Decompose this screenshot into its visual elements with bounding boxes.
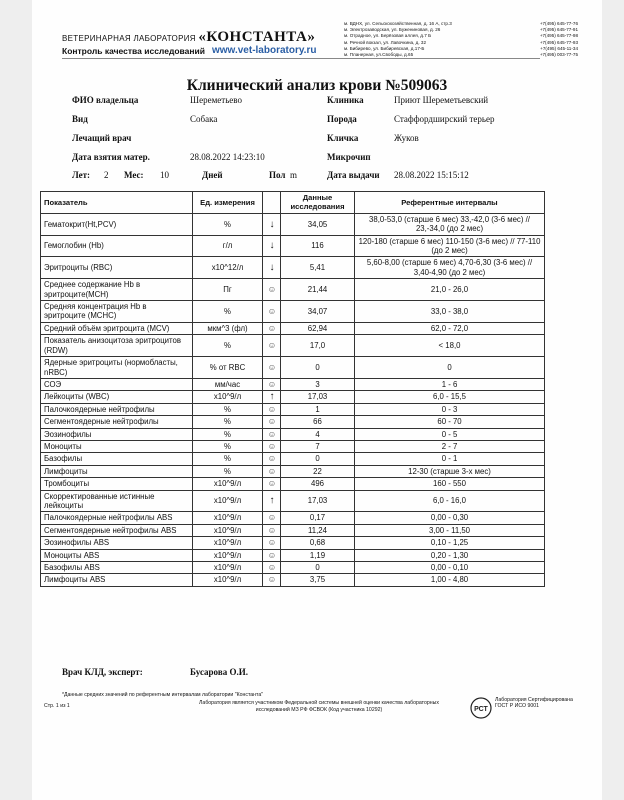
- table-row: [41, 465, 545, 477]
- address-phone: +7(495) 003-77-75: [539, 52, 578, 58]
- table-row: [41, 428, 545, 440]
- lab-name: [62, 29, 315, 46]
- cell-param: Скорректированные истинные лейкоциты: [41, 490, 193, 512]
- lab-subtitle: Контроль качества исследований: [62, 46, 205, 56]
- cell-value: 0: [281, 562, 355, 574]
- cell-unit: г/л: [193, 235, 263, 257]
- arrow-down-icon: ↓: [269, 218, 275, 230]
- issue-date-label: Дата выдачи: [327, 170, 380, 180]
- sample-date-value: 28.08.2022 14:23:10: [190, 152, 265, 162]
- cell-flag: [263, 490, 281, 512]
- table-row: [41, 301, 545, 323]
- cell-ref: 3,00 - 11,50: [355, 524, 545, 536]
- arrow-up-icon: ↑: [269, 391, 275, 403]
- cell-value: 116: [281, 235, 355, 257]
- cell-param: Сегментоядерные нейтрофилы ABS: [41, 524, 193, 536]
- cell-param: Моноциты: [41, 440, 193, 452]
- cell-value: 7: [281, 440, 355, 452]
- cell-flag: [263, 235, 281, 257]
- smiley-icon: ☺: [267, 562, 277, 572]
- cell-ref: < 18,0: [355, 335, 545, 357]
- microchip-label: Микрочип: [327, 152, 371, 162]
- lab-addresses: [344, 21, 578, 58]
- cell-unit: х10^9/л: [193, 512, 263, 524]
- svg-text:РСТ: РСТ: [474, 706, 488, 713]
- table-row: [41, 257, 545, 279]
- clinic-value: Приют Шереметьевский: [394, 95, 489, 105]
- cell-value: 17,0: [281, 335, 355, 357]
- address-text: м. Бибирево, ул. Бибиревская, д.17-Б: [344, 45, 425, 51]
- cell-ref: 60 - 70: [355, 416, 545, 428]
- smiley-icon: ☺: [267, 512, 277, 523]
- cell-value: 34,07: [281, 301, 355, 323]
- cell-ref: 0,10 - 1,25: [355, 537, 545, 549]
- breed-label: Порода: [327, 114, 357, 124]
- smiley-icon: ☺: [267, 378, 277, 389]
- owner-label: ФИО владельца: [72, 95, 139, 105]
- address-phone: +7(495) 645-77-76: [539, 21, 578, 26]
- cell-ref: 0 - 1: [355, 453, 545, 465]
- species-value: Собака: [190, 114, 218, 124]
- smiley-icon: ☺: [267, 305, 277, 316]
- cell-unit: мкм^3 (фл): [193, 322, 263, 334]
- sex-value: m: [290, 170, 298, 180]
- lab-website-link[interactable]: www.vet-laboratory.ru: [212, 45, 317, 56]
- cell-flag: [263, 549, 281, 561]
- cell-flag: [263, 478, 281, 490]
- cell-unit: %: [193, 428, 263, 440]
- sex-label: Пол: [269, 170, 286, 180]
- cell-param: Эозинофилы ABS: [41, 537, 193, 549]
- owner-value: Шереметьево: [190, 95, 242, 105]
- address-phone: +7(495) 645-77-91: [539, 27, 578, 33]
- table-row: [41, 403, 545, 415]
- cell-value: 11,24: [281, 524, 355, 536]
- table-row: [41, 378, 545, 390]
- table-row: [41, 279, 545, 301]
- table-row: [41, 490, 545, 512]
- header-param: Показатель: [41, 192, 193, 214]
- smiley-icon: ☺: [267, 428, 277, 439]
- certification-text: Лаборатория Сертифицирована ГОСТ Р ИСО 9001: [495, 697, 573, 710]
- table-row: [41, 391, 545, 403]
- cell-flag: [263, 512, 281, 524]
- cell-value: 1,19: [281, 549, 355, 561]
- cell-value: 1: [281, 403, 355, 415]
- table-row: [41, 357, 545, 379]
- cell-flag: [263, 279, 281, 301]
- address-text: м. Отрадное, ул. Берёзовая аллея, д.7 Б: [344, 33, 432, 39]
- cell-flag: [263, 537, 281, 549]
- cell-ref: 38,0-53,0 (старше 6 мес) 33,-42,0 (3-6 мес) // 23,-34,0 (до 2 мес): [355, 213, 545, 235]
- cell-param: Гематокрит(Ht,PCV): [41, 213, 193, 235]
- days-label: Дней: [202, 170, 223, 180]
- cell-unit: %: [193, 416, 263, 428]
- cell-param: Моноциты ABS: [41, 549, 193, 561]
- cell-param: Лейкоциты (WBC): [41, 391, 193, 403]
- smiley-icon: ☺: [267, 322, 277, 333]
- cell-flag: [263, 301, 281, 323]
- cell-value: 22: [281, 465, 355, 477]
- cell-value: 496: [281, 478, 355, 490]
- address-text: м. Планерная, ул.Свободы, д.65: [344, 52, 414, 58]
- cell-param: Эритроциты (RBC): [41, 257, 193, 279]
- report-page: [32, 0, 602, 800]
- arrow-down-icon: ↓: [269, 240, 275, 252]
- table-row: [41, 574, 545, 586]
- cell-unit: %: [193, 453, 263, 465]
- years-value: 2: [104, 170, 109, 180]
- reference-note: *Данные средних значений по референтным интервалам лаборатории "Константа": [62, 692, 264, 698]
- cell-unit: х10^9/л: [193, 562, 263, 574]
- cell-flag: [263, 524, 281, 536]
- cell-ref: 0,00 - 0,10: [355, 562, 545, 574]
- cell-value: 3: [281, 378, 355, 390]
- cell-unit: х10^12/л: [193, 257, 263, 279]
- table-row: [41, 453, 545, 465]
- cell-ref: 1 - 6: [355, 378, 545, 390]
- smiley-icon: ☺: [267, 403, 277, 414]
- cell-unit: %: [193, 335, 263, 357]
- months-value: 10: [160, 170, 169, 180]
- smiley-icon: ☺: [267, 339, 277, 350]
- cell-unit: Пг: [193, 279, 263, 301]
- signature-name: Бусарова О.И.: [190, 667, 248, 677]
- cell-flag: [263, 322, 281, 334]
- header-flag: [263, 192, 281, 214]
- page-number: Стр. 1 из 1: [44, 703, 70, 709]
- species-label: Вид: [72, 114, 88, 124]
- cell-value: 0: [281, 453, 355, 465]
- smiley-icon: ☺: [267, 478, 277, 489]
- cell-flag: [263, 357, 281, 379]
- cell-unit: х10^9/л: [193, 574, 263, 586]
- cell-param: Ядерные эритроциты (нормобласты, nRBC): [41, 357, 193, 379]
- smiley-icon: ☺: [267, 283, 277, 294]
- cell-param: Средний объём эритроцита (MCV): [41, 322, 193, 334]
- cell-unit: %: [193, 440, 263, 452]
- smiley-icon: ☺: [267, 524, 277, 535]
- cell-flag: [263, 440, 281, 452]
- report-title: Клинический анализ крови №509063: [186, 77, 448, 94]
- cell-value: 17,03: [281, 490, 355, 512]
- cell-ref: 6,0 - 16,0: [355, 490, 545, 512]
- smiley-icon: ☺: [267, 361, 277, 372]
- header-unit: Ед. измерения: [193, 192, 263, 214]
- cell-flag: [263, 562, 281, 574]
- cell-ref: 0,20 - 1,30: [355, 549, 545, 561]
- nickname-value: Жуков: [394, 133, 419, 143]
- table-header-row: [41, 192, 545, 214]
- cell-ref: 12-30 (старше 3-х мес): [355, 465, 545, 477]
- smiley-icon: ☺: [267, 416, 277, 427]
- signature-label: Врач КЛД, эксперт:: [62, 667, 143, 677]
- table-row: [41, 235, 545, 257]
- months-label: Мес:: [124, 170, 144, 180]
- cell-flag: [263, 403, 281, 415]
- address-phone: +7(495) 645-11-34: [540, 45, 578, 51]
- participation-note: Лаборатория является участником Федеральной системы внешней оценки качества лабораторных исследований МЗ РФ ФСВОК (Код участника 10292): [199, 700, 439, 713]
- cell-flag: [263, 213, 281, 235]
- cell-flag: [263, 453, 281, 465]
- cell-ref: 2 - 7: [355, 440, 545, 452]
- header-divider: [62, 58, 540, 59]
- address-text: м. ВДНХ, ул. Сельскохозяйственная, д. 16 А, стр.3: [344, 21, 452, 26]
- cell-param: Лимфоциты: [41, 465, 193, 477]
- cell-unit: мм/час: [193, 378, 263, 390]
- cell-value: 3,75: [281, 574, 355, 586]
- cell-param: Гемоглобин (Hb): [41, 235, 193, 257]
- cell-ref: 1,00 - 4,80: [355, 574, 545, 586]
- nickname-label: Кличка: [327, 133, 359, 143]
- cell-param: Палочкоядерные нейтрофилы ABS: [41, 512, 193, 524]
- results-table: [40, 191, 545, 587]
- cell-param: Лимфоциты ABS: [41, 574, 193, 586]
- cell-value: 0,17: [281, 512, 355, 524]
- address-text: м. Электрозаводская, ул. Бужениновая, д. 26: [344, 27, 441, 33]
- cell-ref: 5,60-8,00 (старше 6 мес) 4,70-6,30 (3-6 мес) // 3,40-4,90 (до 2 мес): [355, 257, 545, 279]
- cell-ref: 0 - 3: [355, 403, 545, 415]
- cell-unit: х10^9/л: [193, 537, 263, 549]
- table-row: [41, 416, 545, 428]
- cell-ref: 0: [355, 357, 545, 379]
- table-row: [41, 549, 545, 561]
- cell-value: 62,94: [281, 322, 355, 334]
- table-row: [41, 335, 545, 357]
- lab-brand: «КОНСТАНТА»: [198, 29, 316, 45]
- smiley-icon: ☺: [267, 549, 277, 560]
- cell-value: 66: [281, 416, 355, 428]
- cell-flag: [263, 465, 281, 477]
- table-row: [41, 213, 545, 235]
- cell-param: Среднее содержание Hb в эритроците(MCH): [41, 279, 193, 301]
- years-label: Лет:: [72, 170, 91, 180]
- cell-param: Базофилы: [41, 453, 193, 465]
- cell-flag: [263, 378, 281, 390]
- cell-value: 5,41: [281, 257, 355, 279]
- cell-param: Палочкоядерные нейтрофилы: [41, 403, 193, 415]
- breed-value: Стаффордширский терьер: [394, 114, 495, 124]
- smiley-icon: ☺: [267, 440, 277, 451]
- cell-param: Средняя концентрация Hb в эритроците (MCHC): [41, 301, 193, 323]
- address-phone: +7(495) 645-77-98: [539, 33, 578, 39]
- cell-flag: [263, 428, 281, 440]
- cell-param: Сегментоядерные нейтрофилы: [41, 416, 193, 428]
- cell-ref: 120-180 (старше 6 мес) 110-150 (3-6 мес) // 77-110 (до 2 мес): [355, 235, 545, 257]
- cell-unit: х10^9/л: [193, 478, 263, 490]
- cell-param: Базофилы ABS: [41, 562, 193, 574]
- cell-unit: х10^9/л: [193, 391, 263, 403]
- cell-param: Эозинофилы: [41, 428, 193, 440]
- cell-flag: [263, 391, 281, 403]
- cell-ref: 21,0 - 26,0: [355, 279, 545, 301]
- cell-value: 34,05: [281, 213, 355, 235]
- issue-date-value: 28.08.2022 15:15:12: [394, 170, 469, 180]
- table-row: [41, 478, 545, 490]
- table-row: [41, 322, 545, 334]
- cell-flag: [263, 574, 281, 586]
- cell-flag: [263, 257, 281, 279]
- clinic-label: Клиника: [327, 95, 364, 105]
- cell-unit: %: [193, 403, 263, 415]
- cell-ref: 6,0 - 15,5: [355, 391, 545, 403]
- table-row: [41, 512, 545, 524]
- smiley-icon: ☺: [267, 537, 277, 548]
- smiley-icon: ☺: [267, 453, 277, 464]
- cell-unit: х10^9/л: [193, 490, 263, 512]
- cell-param: Показатель анизоцитоза эритроцитов (RDW): [41, 335, 193, 357]
- cell-ref: 33,0 - 38,0: [355, 301, 545, 323]
- cell-unit: % от RBC: [193, 357, 263, 379]
- address-text: м. Речной вокзал, ул. Лавочкина, д. 32: [344, 39, 426, 45]
- cell-ref: 0 - 5: [355, 428, 545, 440]
- header-ref: Референтные интервалы: [355, 192, 545, 214]
- address-phone: +7(495) 645-77-93: [539, 39, 578, 45]
- cell-ref: 0,00 - 0,30: [355, 512, 545, 524]
- cell-unit: х10^9/л: [193, 524, 263, 536]
- cell-param: Тромбоциты: [41, 478, 193, 490]
- cell-value: 17,03: [281, 391, 355, 403]
- cell-unit: %: [193, 465, 263, 477]
- table-row: [41, 524, 545, 536]
- cell-value: 0,68: [281, 537, 355, 549]
- cell-unit: %: [193, 213, 263, 235]
- rst-logo-icon: [470, 697, 492, 724]
- smiley-icon: ☺: [267, 465, 277, 476]
- smiley-icon: ☺: [267, 574, 277, 585]
- cell-flag: [263, 335, 281, 357]
- cell-value: 21,44: [281, 279, 355, 301]
- cell-flag: [263, 416, 281, 428]
- cell-value: 0: [281, 357, 355, 379]
- header-result: Данные исследования: [281, 192, 355, 214]
- table-row: [41, 537, 545, 549]
- table-row: [41, 440, 545, 452]
- arrow-down-icon: ↓: [269, 262, 275, 274]
- cell-value: 4: [281, 428, 355, 440]
- cell-unit: %: [193, 301, 263, 323]
- table-row: [41, 562, 545, 574]
- arrow-up-icon: ↑: [269, 495, 275, 507]
- sample-date-label: Дата взятия матер.: [72, 152, 150, 162]
- cell-ref: 160 - 550: [355, 478, 545, 490]
- cell-param: СОЭ: [41, 378, 193, 390]
- doctor-label: Лечащий врач: [72, 133, 132, 143]
- cell-ref: 62,0 - 72,0: [355, 322, 545, 334]
- lab-prefix: ВЕТЕРИНАРНАЯ ЛАБОРАТОРИЯ: [62, 34, 196, 43]
- cell-unit: х10^9/л: [193, 549, 263, 561]
